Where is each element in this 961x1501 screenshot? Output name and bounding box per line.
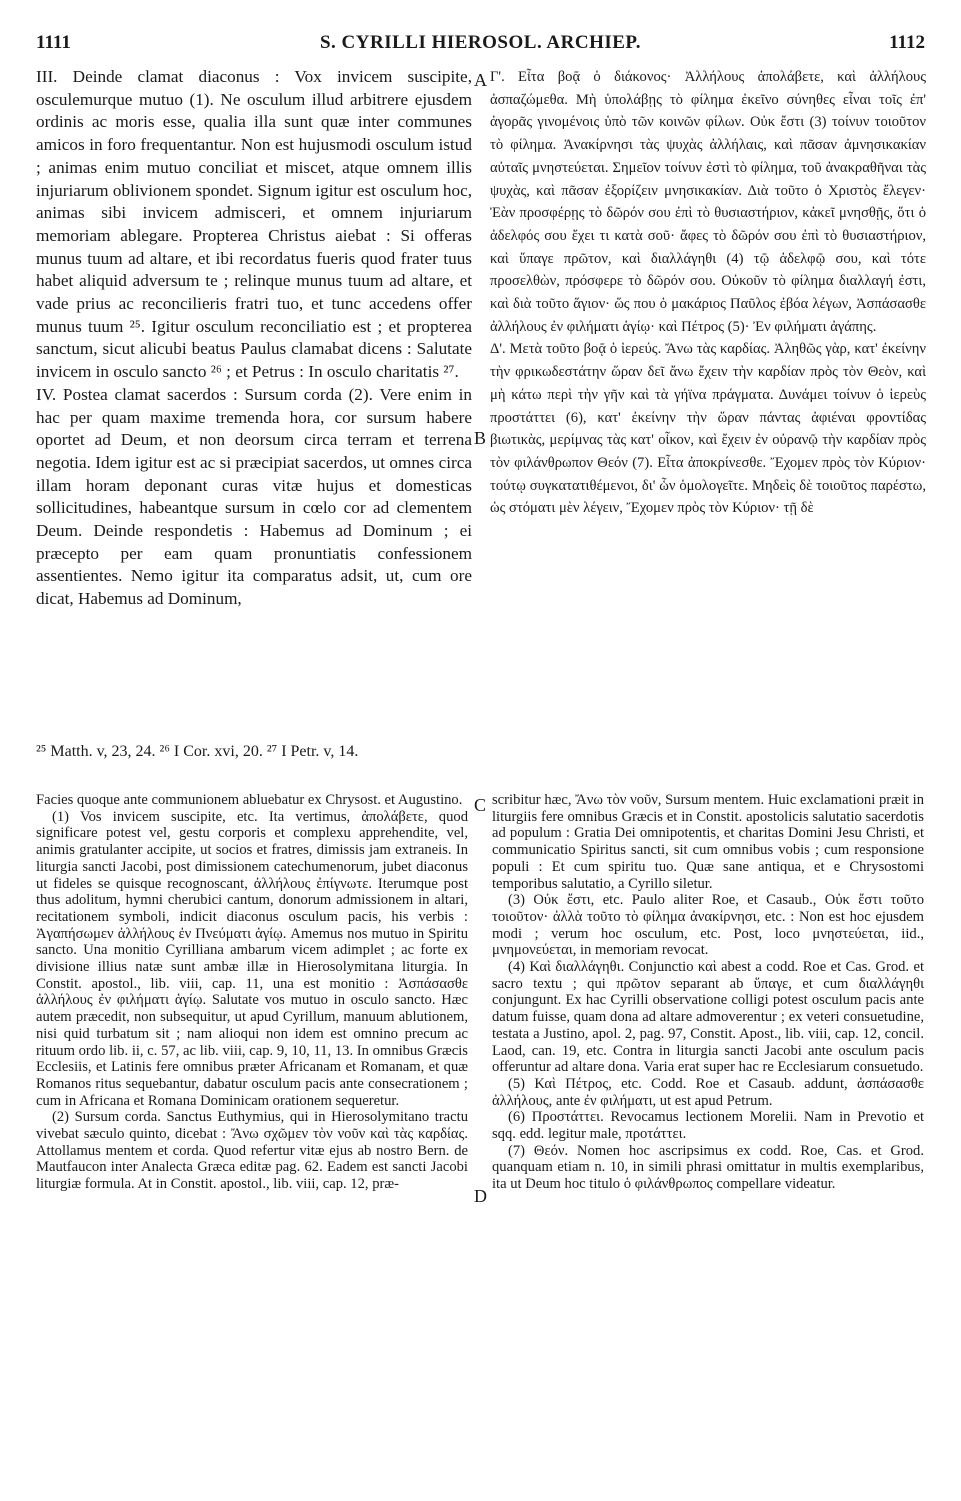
running-title: S. CYRILLI HIEROSOL. ARCHIEP. — [319, 32, 642, 53]
note-2: (2) Sursum corda. Sanctus Euthymius, qui in Hierosolymitano tractu vivebat sæculo quinto, dicebat : Ἄνω σχῶμεν τὸν νοῦν καὶ τὰς καρδίας. Attollamus mentem et corda. Quod refertur vitæ ejus ab nostro Bern. de Mautfaucon inter Analecta Græca editæ pag. 62. Eadem est sancti Jacobi liturgiæ formula. At in Constit. apostol., lib. viii, cap. 12, præ- — [36, 1109, 468, 1193]
margin-marker-d: D — [474, 1186, 487, 1206]
greek-paragraph-gamma: Γ'. Εἶτα βοᾷ ὁ διάκονος· Ἀλλήλους ἀπολάβετε, καὶ ἀλλήλους ἀσπαζώμεθα. Μὴ ὑπολάβῃς τὸ φίλημα ἐκεῖνο σύνηθες εἶναι τοῖς ἐπ' ἀγορᾶς γινομένοις ὑπὸ τῶν κοινῶν φίλων. Οὐκ ἔστι (3) τοίνυν τοιοῦτον τὸ φίλημα. Ἀνακίρνησι τὰς ψυχὰς ἀλλήλαις, καὶ πᾶσαν ἀμνησικακίαν αὐταῖς μνηστεύεται. Σημεῖον τοίνυν ἐστὶ τὸ φίλημα, τοῦ ἀνακραθῆναι τὰς ψυχὰς, καὶ πᾶσαν ἐξορίζειν μνησικακίαν. Διὰ τοῦτο ὁ Χριστὸς ἔλεγεν· Ἐὰν προσφέρῃς τὸ δῶρόν σου ἐπὶ τὸ θυσιαστήριον, κἀκεῖ μνησθῇς, ὅτι ὁ ἀδελφός σου ἔχει τι κατὰ σοῦ· ἄφες τὸ δῶρόν σου ἐπὶ τὸ θυσιαστήριον, καὶ ὕπαγε πρῶτον, καὶ διαλλάγηθι (4) τῷ ἀδελφῷ σου, καὶ τότε προσελθὼν, πρόσφερε τὸ δῶρόν σου. Οὐκοῦν τὸ φίλημα διαλλαγή ἐστι, καὶ διὰ τοῦτο ἅγιον· ὥς που ὁ μακάριος Παῦλος ἐβόα λέγων, Ἀσπάσασθε ἀλλήλους ἐν φιλήματι ἁγίῳ· καὶ Πέτρος (5)· Ἐν φιλήματι ἀγάπης. — [490, 69, 926, 335]
left-column-number: 1111 — [36, 32, 71, 53]
note-5: (5) Καὶ Πέτρος, etc. Codd. Roe et Casaub. addunt, ἀσπάσασθε ἀλλήλους, ante ἐν φιλήματι, ut est apud Petrum. — [492, 1075, 924, 1109]
margin-marker-c: C — [474, 795, 487, 815]
margin-marker-a: A — [474, 70, 487, 90]
note-4: (4) Καὶ διαλλάγηθι. Conjunctio καὶ abest a codd. Roe et Cas. Grod. et sacro textu ; qui πρῶτον separant ab ὕπαγε, et cum διαλλάγηθι conjungunt. Ex hac Cyrilli observatione colligi potest osculum pacis ante datum fuisse, quam dona ad altare admoverentur ; ex veteri consuetudine, testata a Justino, apol. 2, pag. 97, Constit. Apost., lib. viii, cap. 12, concil. Laod, can. 19, etc. Contra in liturgia sancti Jacobi ante osculum pacis offeruntur ad altare dona. Varia erat super hac re Ecclesiarum consuetudo. — [492, 959, 924, 1076]
margin-marker-b: B — [474, 428, 487, 448]
latin-paragraph-iii: III. Deinde clamat diaconus : Vox invicem suscipite, osculemurque mutuo (1). Ne osculum illud arbitrere ejusdem ordinis ac moris esse, qualia illa sunt quæ inter communes amicos in foro frequentantur. Non est hujusmodi osculum istud ; animas enim mutuo conciliat et miscet, atque omnem illis injuriarum oblivionem spondet. Signum igitur est osculum hoc, animas sibi invicem admisceri, et omnem injuriarum memoriam ablegare. Propterea Christus aiebat : Si offeras munus tuum ad altare, et ibi recordatus fueris quod frater tuus habet aliquid adversum te ; relinque munus tuum ad altare, et vade prius ac reconcilieris fratri tuo, et tunc accedens offer munus tuum ²⁵. Igitur osculum reconciliatio est ; et propterea sanctum, sicut alicubi beatus Paulus clamabat dicens : Salutate invicem in osculo sancto ²⁶ ; et Petrus : In osculo charitatis ²⁷. — [36, 67, 472, 382]
note-continuation: Facies quoque ante communionem abluebatur ex Chrysost. et Augustino. — [36, 792, 463, 808]
notes-left-column — [36, 792, 468, 1472]
note-3: (3) Οὐκ ἔστι, etc. Paulo aliter Roe, et Casaub., Οὐκ ἔστι τοῦτο τοιοῦτον· ἀλλὰ τοῦτο τὸ φίλημα ἀνακίρνησι, etc. : Non est hoc ejusdem modi ; verum hoc osculum, etc. Post, loco μνηστεύεται, iid., μνημονεύεται, in memoriam revocat. — [492, 892, 924, 959]
greek-paragraph-delta: Δ'. Μετὰ τοῦτο βοᾷ ὁ ἱερεύς. Ἄνω τὰς καρδίας. Ἀληθῶς γὰρ, κατ' ἐκείνην τὴν φρικωδεστάτην ὥραν δεῖ ἄνω ἔχειν τὴν καρδίαν πρὸς τὸν Θεὸν, καὶ μὴ κάτω περὶ τὴν γῆν καὶ τὰ γήϊνα πράγματα. Δυνάμει τοίνυν ὁ ἱερεὺς προστάττει (6), κατ' ἐκείνην τὴν ὥραν πάντας ἀφιέναι φροντίδας βιωτικὰς, μερίμνας τὰς κατ' οἶκον, καὶ ἔχειν ἐν οὐρανῷ τὴν καρδίαν πρὸς τὸν φιλάνθρωπον Θεόν (7). Εἶτα ἀποκρίνεσθε. Ἔχομεν πρὸς τὸν Κύριον· τούτῳ συγκατατιθέμενοι, δι' ὧν ὁμολογεῖτε. Μηδεὶς δὲ τοιοῦτος παρέστω, ὡς στόματι μὲν λέγειν, Ἔχομεν πρὸς τὸν Κύριον· τῇ δὲ — [490, 341, 926, 517]
scripture-footnotes: ²⁵ Matth. v, 23, 24. ²⁶ I Cor. xvi, 20. ²⁷ I Petr. v, 14. — [36, 743, 359, 760]
right-column-number: 1112 — [889, 32, 925, 53]
note-1: (1) Vos invicem suscipite, etc. Ita vertimus, ἀπολάβετε, quod significare potest vel, gestu corporis et complexu apprehendite, vel, animis gratulanter accipite, ut socios et fratres, dimissis jam extraneis. In liturgia sancti Jacobi, post dimissionem catechumenorum, jubet diaconus ut fideles se quisque recognoscant, ἀλλήλους ἐπίγνωτε. Iterumque post thus adolitum, hymni cherubici cantum, donorum admissionem in altari, recitationem symboli, indicit diaconus osculum pacis, his verbis : Ἀγαπήσωμεν ἀλλήλους ἐν Πνεύματι ἁγίῳ. Amemus nos mutuo in Spiritu sancto. Una monitio Cyrilliana ambarum vicem adimplet ; ac forte ex divisione illius natæ sunt ambæ illæ in Hierosolymitana liturgia. In Constit. apostol., lib. viii, cap. 11, una est monitio : Ἀσπάσασθε ἀλλήλους ἐν φιλήματι ἁγίῳ. Salutate vos mutuo in osculo sancto. Hæc autem præcedit, non subsequitur, ut apud Cyrillum, manuum ablutionem, nisi quid turbatum sit ; nam alioqui non idem est omnino precum ac rituum ordo lib. ii, c. 57, ac lib. viii, cap. 9, 10, 11, 13. In omnibus Græcis Ecclesiis, et Latinis fere omnibus præter Africanam et Romanam, et quæ Romanos ritus sequebantur, dabatur osculum pacis ante consecrationem ; cum in Africana et Romana Dominicam orationem sequeretur. — [36, 808, 468, 1109]
note-6: (6) Προστάττει. Revocamus lectionem Morelii. Nam in Prevotio et sqq. edd. legitur male, προτάττει. — [492, 1109, 924, 1143]
page-header — [36, 32, 925, 58]
latin-paragraph-iv: IV. Postea clamat sacerdos : Sursum corda (2). Vere enim in hac per quam maxime tremenda hora, cor sursum habere oportet ad Deum, et non deorsum circa terram et terrena negotia. Idem igitur est ac si præcipiat sacerdos, ut omnes circa illam horam deponant curas vitæ hujus et domesticas sollicitudines, habeantque sursum in cœlo cor ad clementem Deum. Deinde respondetis : Habemus ad Dominum ; ei præcepto per eam quam pronuntiatis confessionem assentientes. Nemo igitur ita comparatus adsit, ut, cum ore dicat, Habemus ad Dominum, — [36, 384, 472, 609]
note-7: (7) Θεόν. Nomen hoc ascripsimus ex codd. Roe, Cas. et Grod. quanquam etiam n. 10, in simili phrasi omittatur in multis exemplaribus, ita ut Deum hoc titulo ὁ φιλάνθρωπος compellare videatur. — [492, 1142, 924, 1193]
greek-main-text — [490, 66, 926, 722]
note-2-continuation: scribitur hæc, Ἄνω τὸν νοῦν, Sursum mentem. Huic exclamationi præit in liturgiis fere omnibus Græcis et in Constit. apostolicis salutatio sacerdotis ad populum : Gratia Dei omnipotentis, et charitas Domini Jesu Christi, et communicatio Spiritus sancti, sit cum omnibus vobis ; cum responsione populi : Et cum spiritu tuo. Quæ sane antiqua, et e Chrysostomi temporibus salutatio, a Cyrillo siletur. — [492, 792, 924, 892]
latin-main-text — [36, 66, 472, 722]
notes-right-column — [492, 792, 924, 1472]
